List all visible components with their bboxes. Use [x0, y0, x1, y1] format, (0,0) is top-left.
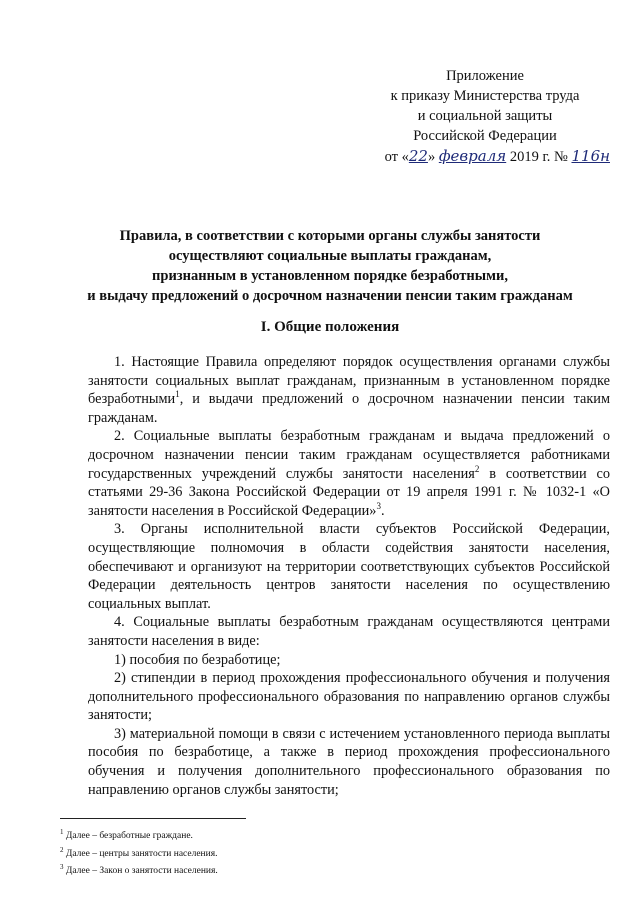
approval-date-line [360, 146, 610, 167]
approval-line: Приложение [446, 68, 524, 84]
approval-line: к приказу Министерства труда [390, 88, 580, 104]
handwritten-number: 116н [571, 147, 610, 165]
footnotes [60, 826, 460, 879]
title-line: и выдачу предложений о досрочном назначении пенсии таким гражданам [87, 288, 573, 304]
list-item: 3) материальной помощи в связи с истечением установленного периода выплаты пособия по безработице, а также в период прохождения профессионального обучения и получения дополнительного профессионального образования по направлению органов службы занятости; [88, 725, 610, 798]
paragraph-1: 1. Настоящие Правила определяют порядок осуществления органами службы занятости социальных выплат гражданам, признанным в установленном порядке безработными$^1$, и выдачи предложений о досрочном назначении пенсии таким гражданам. [88, 354, 610, 426]
date-mid: » [427, 149, 439, 165]
list-item: 2) стипендии в период прохождения профессионального обучения и получения дополнительного профессионального образования по направлению органов службы занятости; [88, 670, 610, 724]
date-year: 2019 г. № [506, 149, 572, 165]
footnote-ref: 3 [376, 500, 381, 511]
title-line: Правила, в соответствии с которыми органы службы занятости [119, 228, 541, 244]
footnote: $^2$ Далее – центры занятости населения. [60, 845, 218, 859]
paragraph-3: 3. Органы исполнительной власти субъектов Российской Федерации, осуществляющие полномочия в области содействия занятости населения, обеспечивают и организуют на территории соответствующих субъектов Российской Федерации деятельность центров занятости населения по осуществлению социальных выплат. [88, 521, 610, 612]
approval-block [360, 66, 610, 167]
approval-line: Российской Федерации [413, 128, 557, 144]
handwritten-day: 22 [408, 147, 428, 165]
paragraph-4: 4. Социальные выплаты безработным гражданам осуществляются центрами занятости населения в виде: [88, 614, 610, 649]
date-prefix: от « [384, 149, 409, 165]
list-item: 1) пособия по безработице; [114, 651, 281, 668]
footnote-ref: 2 [474, 463, 480, 474]
footnote-ref: 1 [175, 389, 180, 400]
title-line: признанным в установленном порядке безработными, [152, 268, 508, 284]
document-title [60, 226, 600, 306]
footnote: $^3$ Далее – Закон о занятости населения. [60, 863, 218, 877]
section-heading: I. Общие положения [260, 319, 400, 335]
footnote: $^1$ Далее – безработные граждане. [60, 828, 193, 842]
title-line: осуществляют социальные выплаты гражданам, [168, 248, 492, 264]
document-body [88, 353, 610, 799]
handwritten-month: февраля [438, 147, 507, 165]
paragraph-2: 2. Социальные выплаты безработным гражданам и выдача предложений о досрочном назначении пенсии таким гражданам осуществляется работниками государственных учреждений службы занятости населения$^2$ в соответствии со статьями 29-36 Закона Российской Федерации от 19 апреля 1991 г. № 1032-1 «О занятости населения в Российской Федерации»$^3$. [88, 428, 610, 519]
approval-line: и социальной защиты [417, 108, 553, 124]
footnote-divider [60, 818, 246, 819]
